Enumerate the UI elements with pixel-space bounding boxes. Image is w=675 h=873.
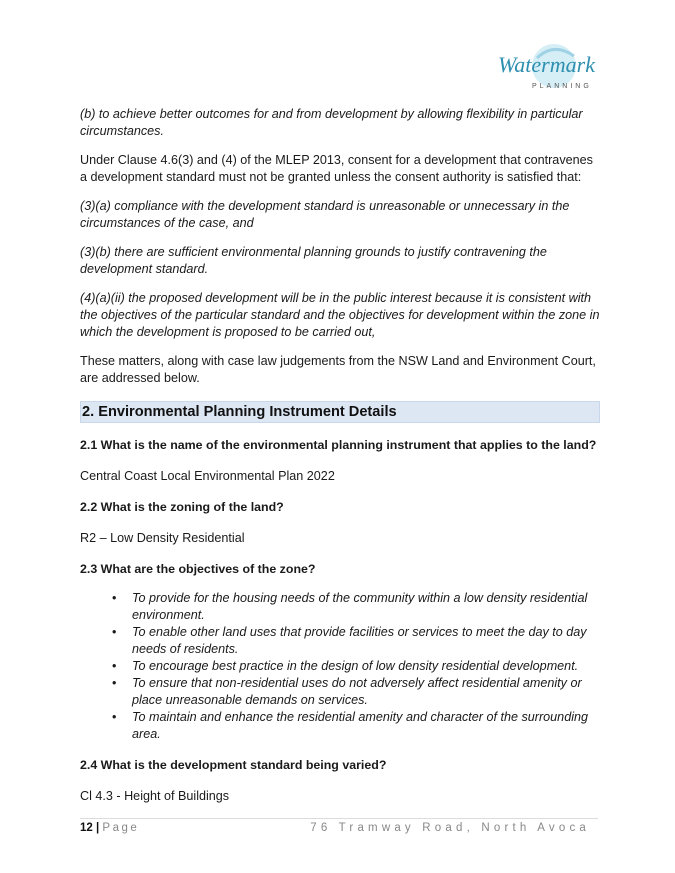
list-item-text: To enable other land uses that provide facilities or services to meet the day to day needs of residents. (132, 625, 587, 656)
logo-sub: PLANNING (532, 83, 592, 90)
question-2-2-heading: 2.2 What is the zoning of the land? (80, 500, 284, 514)
list-item (112, 658, 600, 675)
list-item (112, 624, 600, 658)
list-item-text: To encourage best practice in the design of low density residential development. (132, 659, 579, 673)
logo-name: Watermark (498, 52, 595, 77)
paragraph-clause: Under Clause 4.6(3) and (4) of the MLEP 2013, consent for a development that contravenes a development standard must not be granted unless the consent authority is satisfied that: (80, 153, 593, 184)
question-2-2-answer: R2 – Low Density Residential (80, 531, 245, 545)
section-heading: 2. Environmental Planning Instrument Details (80, 401, 600, 423)
paragraph-matters: These matters, along with case law judgements from the NSW Land and Environment Court, are addressed below. (80, 354, 596, 385)
bullet-icon: • (112, 676, 117, 690)
paragraph-b: (b) to achieve better outcomes for and from development by allowing flexibility in particular circumstances. (80, 107, 583, 138)
bullet-icon: • (112, 710, 117, 724)
zone-objectives-list (80, 590, 600, 743)
question-2-1-heading: 2.1 What is the name of the environmental planning instrument that applies to the land? (80, 438, 597, 452)
page-number (80, 822, 139, 834)
list-item (112, 709, 600, 743)
paragraph-4a: (4)(a)(ii) the proposed development will be in the public interest because it is consistent with the objectives of the particular standard and the objectives for development within the zone in which the development is proposed to be carried out, (80, 291, 600, 339)
page-num: 12 | (80, 822, 100, 834)
question-2-4-heading: 2.4 What is the development standard being varied? (80, 758, 387, 772)
page-footer (80, 818, 598, 834)
footer-address: 76 Tramway Road, North Avoca (310, 822, 590, 834)
watermark-planning-logo (492, 38, 602, 98)
bullet-icon: • (112, 625, 117, 639)
list-item-text: To maintain and enhance the residential amenity and character of the surrounding area. (132, 710, 589, 741)
question-2-3-heading: 2.3 What are the objectives of the zone? (80, 562, 316, 576)
page-word: Page (102, 822, 140, 834)
bullet-icon: • (112, 659, 117, 673)
question-2-1-answer: Central Coast Local Environmental Plan 2022 (80, 469, 335, 483)
list-item (112, 675, 600, 709)
list-item-text: To provide for the housing needs of the community within a low density residential environment. (132, 591, 588, 622)
document-body (80, 106, 600, 805)
question-2-4-answer: Cl 4.3 - Height of Buildings (80, 789, 230, 803)
paragraph-3b: (3)(b) there are sufficient environmental planning grounds to justify contravening the development standard. (80, 245, 547, 276)
list-item-text: To ensure that non-residential uses do not adversely affect residential amenity or place unreasonable demands on services. (132, 676, 582, 707)
paragraph-3a: (3)(a) compliance with the development standard is unreasonable or unnecessary in the circumstances of the case, and (80, 199, 570, 230)
logo-graphic (492, 38, 602, 98)
bullet-icon: • (112, 591, 117, 605)
list-item (112, 590, 600, 624)
